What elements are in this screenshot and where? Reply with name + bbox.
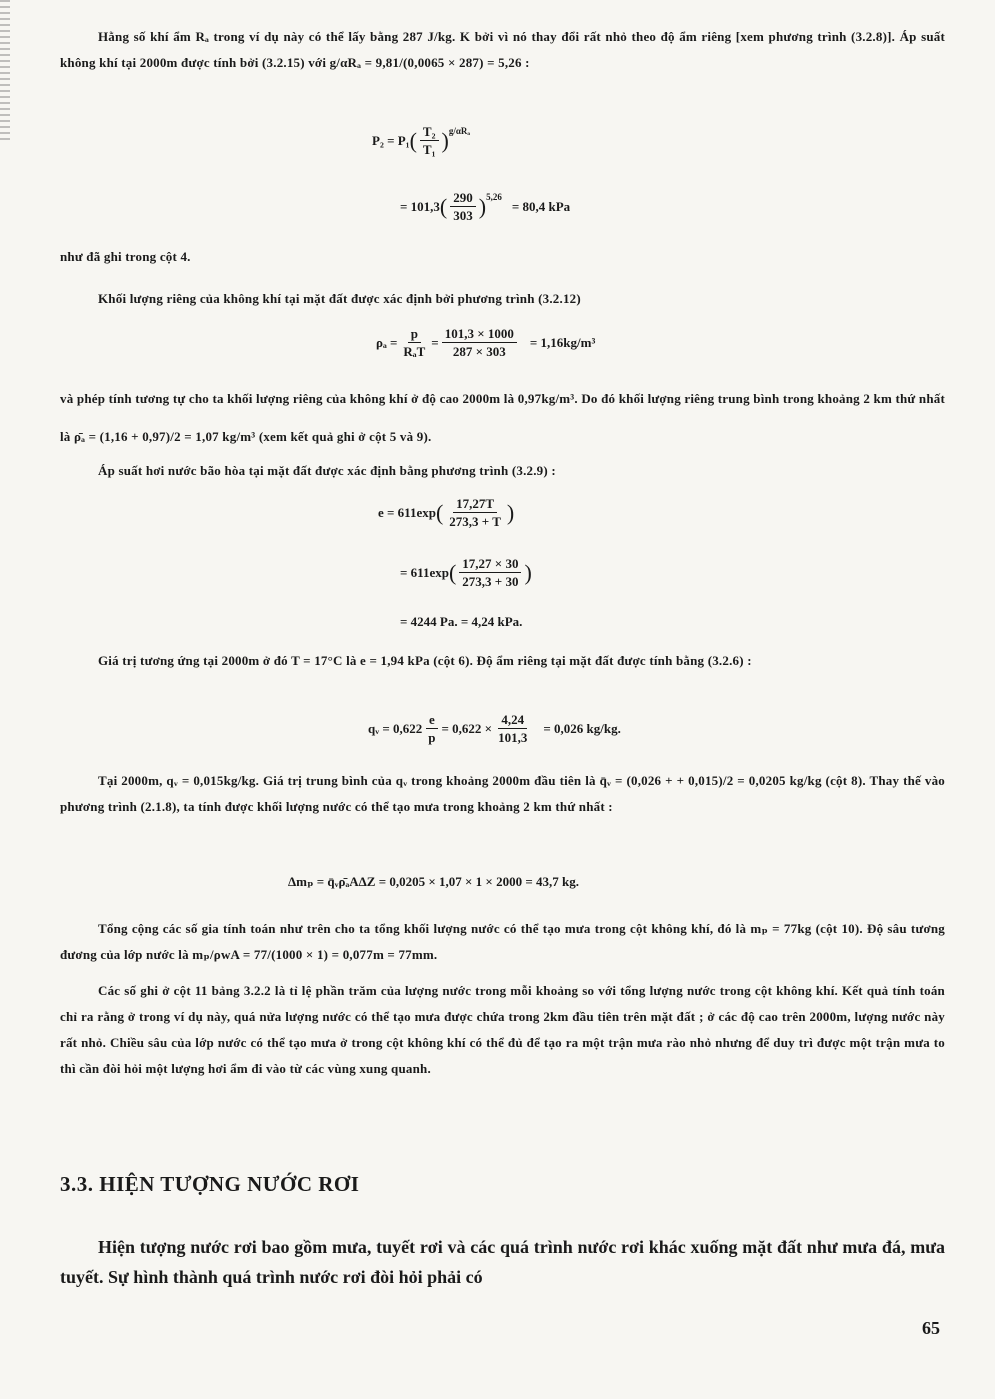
equation-vapor-pressure-substitution: = 611exp ( $\frac{17,27 \times 30}{273,3 + 30}$ ) (400, 556, 532, 589)
paragraph-4: và phép tính tương tự cho ta khối lượng riêng của không khí ở độ cao 2000m là 0,97kg/m³. Do đó khối lượng riêng trung bình trong khoảng 2 km thứ nhất là ρ̄ₐ = (1,16 + 0,97)/2 = 1,07 kg/m³ (xem kết quả ghi ở cột 5 và 9). (60, 391, 945, 444)
paragraph-5: Áp suất hơi nước bão hòa tại mặt đất được xác định bằng phương trình (3.2.9) : (98, 463, 556, 478)
equation-pressure-value: = 101,3 ( $\frac{290}{303}$ ) 5,26 = 80,4 kPa (400, 190, 571, 223)
eq1-exponent: g/αRₐ (448, 125, 470, 136)
paragraph-1: Hằng số khí ẩm Rₐ trong ví dụ này có thể lấy bằng 287 J/kg. K bởi vì nó thay đổi rất nhỏ theo độ ẩm riêng [xem phương trình (3.2.8)]. Áp suất không khí tại 2000m được tính bởi (3.2.15) với g/αRₐ = 9,81/(0,0065 × 287) = 5,26 : (60, 29, 945, 70)
equation-air-density: ρₐ = $\frac{p}{\text{RₐT}}$ = $\frac{101,3 \times 1000}{287 \times 303}$ = 1,16kg/m³ (376, 326, 596, 359)
paragraph-9: Các số ghi ở cột 11 bảng 3.2.2 là tỉ lệ phần trăm của lượng nước trong mỗi khoảng so với tổng lượng nước trong cột không khí. Kết quả tính toán chỉ ra rằng ở trong ví dụ này, quá nửa lượng nước có thể tạo mưa được chứa trong 2km đầu tiên trên mặt đất ; ở các độ cao trên 2000m, lượng nước này rất nhỏ. Chiều sâu của lớp nước có thể tạo mưa ở trong cột không khí có thể đủ để tạo ra một trận mưa rào nhỏ nhưng để duy trì được một trận mưa to thì cần đòi hỏi một lượng hơi ẩm đi vào từ các vùng xung quanh. (60, 983, 945, 1076)
equation-water-mass: Δmₚ = q̄ᵥρ̄ₐAΔZ = 0,0205 × 1,07 × 1 × 2000 = 43,7 kg. (288, 874, 579, 889)
eq1-lhs: P₂ = P₁ (372, 132, 410, 148)
scan-edge-artifact (0, 0, 10, 140)
paragraph-2: như đã ghi trong cột 4. (60, 249, 191, 264)
paragraph-3: Khối lượng riêng của không khí tại mặt đất được xác định bởi phương trình (3.2.12) (98, 291, 581, 306)
section-body: Hiện tượng nước rơi bao gồm mưa, tuyết rơi và các quá trình nước rơi khác xuống mặt đất như mưa đá, mưa tuyết. Sự hình thành quá trình nước rơi đòi hỏi phải có (60, 1237, 945, 1287)
paragraph-8: Tổng cộng các số gia tính toán như trên cho ta tổng khối lượng nước có thể tạo mưa trong cột không khí, đó là mₚ = 77kg (cột 10). Độ sâu tương đương của lớp nước là mₚ/ρwA = 77/(1000 × 1) = 0,077m = 77mm. (60, 921, 945, 962)
equation-vapor-pressure-formula: e = 611exp ( $\frac{17,27T}{273,3 + T}$ ) (378, 496, 515, 529)
paragraph-7: Tại 2000m, qᵥ = 0,015kg/kg. Giá trị trung bình của qᵥ trong khoảng 2000m đầu tiên là q̄ᵥ = (0,026 + + 0,015)/2 = 0,0205 kg/kg (cột 8). Thay thế vào phương trình (2.1.8), ta tính được khối lượng nước có thể tạo mưa trong khoảng 2 km thứ nhất : (60, 773, 945, 814)
equation-vapor-pressure-result: = 4244 Pa. = 4,24 kPa. (400, 614, 523, 629)
page-number: 65 (922, 1318, 940, 1338)
equation-specific-humidity: qᵥ = 0,622 $\frac{e}{p}$ = 0,622 × $\frac{4,24}{101,3}$ = 0,026 kg/kg. (368, 712, 621, 745)
eq1-fraction: $\frac{\text{T₂}}{\text{T₁}}$ (420, 124, 439, 157)
equation-pressure-formula: P₂ = P₁ ( $\frac{\text{T₂}}{\text{T₁}}$ ) g/αRₐ (372, 124, 470, 157)
section-heading: 3.3. HIỆN TƯỢNG NƯỚC RƠI (60, 1172, 360, 1196)
paragraph-6: Giá trị tương ứng tại 2000m ở đó T = 17°C là e = 1,94 kPa (cột 6). Độ ẩm riêng tại mặt đất được tính bằng (3.2.6) : (98, 653, 752, 668)
